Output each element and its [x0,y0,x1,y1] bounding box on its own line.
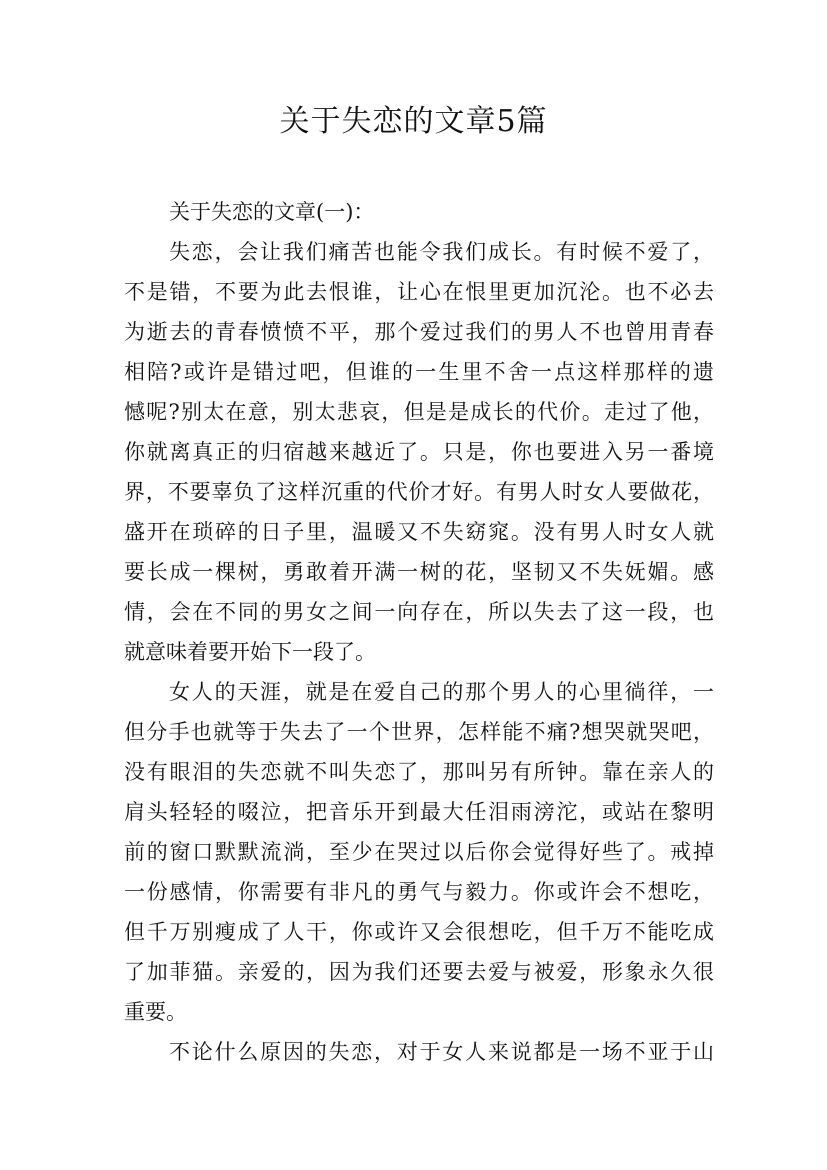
paragraph-line: 一份感情，你需要有非凡的勇气与毅力。你或许会不想吃， [124,880,714,904]
paragraph-line: 界，不要辜负了这样沉重的代价才好。有男人时女人要做花， [124,480,714,504]
paragraph-line: 不是错，不要为此去恨谁，让心在恨里更加沉沦。也不必去 [124,280,714,304]
paragraph-line: 但千万别瘦成了人干，你或许又会很想吃，但千万不能吃成 [124,920,714,944]
document-body [124,192,714,1072]
paragraph-line: 不论什么原因的失恋，对于女人来说都是一场不亚于山 [169,1040,714,1064]
paragraph-line: 憾呢?别太在意，别太悲哀，但是是成长的代价。走过了他， [124,400,714,424]
paragraph-3 [124,1032,714,1072]
paragraph-line: 女人的天涯，就是在爱自己的那个男人的心里徜徉，一 [169,680,714,704]
paragraph-line: 相陪?或许是错过吧，但谁的一生里不舍一点这样那样的遗 [124,360,714,384]
paragraph-line: 情，会在不同的男女之间一向存在，所以失去了这一段，也 [124,600,714,624]
document-title: 关于失恋的文章5篇 [279,104,548,139]
paragraph-line: 了加菲猫。亲爱的，因为我们还要去爱与被爱，形象永久很 [124,960,714,984]
paragraph-line: 但分手也就等于失去了一个世界，怎样能不痛?想哭就哭吧， [124,720,714,744]
paragraph-line: 盛开在琐碎的日子里，温暖又不失窈窕。没有男人时女人就 [124,520,714,544]
paragraph-line: 要长成一棵树，勇敢着开满一树的花，坚韧又不失妩媚。感 [124,560,714,584]
paragraph-line: 为逝去的青春愤愤不平，那个爱过我们的男人不也曾用青春 [124,320,714,344]
paragraph-1 [124,232,714,672]
paragraph-line: 你就离真正的归宿越来越近了。只是，你也要进入另一番境 [124,440,714,464]
paragraph-line: 就意味着要开始下一段了。 [124,640,376,664]
paragraph-line: 重要。 [124,1000,187,1024]
paragraph-line: 肩头轻轻的啜泣，把音乐开到最大任泪雨滂沱，或站在黎明 [124,800,714,824]
section-heading: 关于失恋的文章(一)： [169,200,375,224]
paragraph-2 [124,672,714,1032]
paragraph-line: 没有眼泪的失恋就不叫失恋了，那叫另有所钟。靠在亲人的 [124,760,714,784]
paragraph-line: 失恋，会让我们痛苦也能令我们成长。有时候不爱了， [169,240,714,264]
paragraph-line: 前的窗口默默流淌，至少在哭过以后你会觉得好些了。戒掉 [124,840,714,864]
